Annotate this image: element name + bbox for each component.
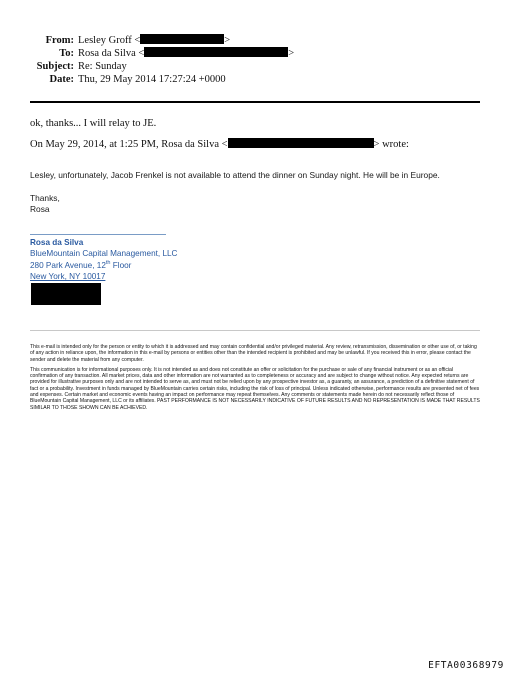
from-label: From: [45, 35, 74, 46]
redaction-box [228, 138, 374, 148]
date-value: Thu, 29 May 2014 17:27:24 +0000 [78, 74, 226, 85]
from-value: Lesley Groff < > [78, 35, 231, 46]
subject-value: Re: Sunday [78, 61, 127, 72]
bates-number: EFTA00368979 [428, 660, 504, 671]
header-divider [30, 101, 480, 103]
signature-city-link[interactable]: New York, NY 10017 [30, 272, 106, 281]
signature-divider [30, 234, 166, 235]
quoted-thanks: Thanks, [30, 193, 60, 203]
disclaimer [30, 344, 480, 415]
date-label: Date: [49, 74, 74, 85]
to-value: Rosa da Silva < > [78, 48, 295, 59]
redaction-box [31, 283, 101, 305]
redaction-box [140, 34, 224, 44]
disclaimer-paragraph: This communication is for informational purposes only. It is not intended as and does not constitute an offer or solicitation for the purchase or sale of any financial instrument or as an official confirmation of any transaction. All market prices, data and other information are not warranted as to completeness or accuracy and are subject to change without notice. Any expected returns are provided for illustrative purposes only and are not intended to serve as, and must not be relied upon by any prospective investor as, a guaranty, an assurance, a prediction of a definitive statement of fact or a probability. Investment in funds managed by BlueMountain carries certain risks, including the risk of loss of principal. Unless indicated otherwise, performance results are presented net of fees and expenses. Certain market and economic events having an impact on performance may repeat themselves. Any comments or statements made herein do not necessarily reflect those of BlueMountain Capital Management, LLC or its affiliates. PAST PERFORMANCE IS NOT NECESSARILY INDICATIVE OF FUTURE RESULTS AND NO REPRESENTATION IS MADE THAT RESULTS SIMILAR TO THOSE SHOWN CAN BE ACHIEVED. [30, 366, 480, 411]
quoted-message-line: Lesley, unfortunately, Jacob Frenkel is not available to attend the dinner on Sunday night. He will be in Europe. [30, 170, 440, 180]
disclaimer-divider [30, 330, 480, 331]
subject-label: Subject: [36, 61, 74, 72]
reply-text: ok, thanks... I will relay to JE. [30, 118, 157, 129]
quote-intro: On May 29, 2014, at 1:25 PM, Rosa da Silva < > wrote: [30, 139, 409, 150]
signature-address: 280 Park Avenue, 12th Floor [30, 260, 132, 270]
redaction-box [144, 47, 288, 57]
signature-company: BlueMountain Capital Management, LLC [30, 249, 178, 258]
signature-name: Rosa da Silva [30, 238, 84, 247]
to-label: To: [59, 48, 74, 59]
disclaimer-paragraph: This e-mail is intended only for the person or entity to which it is addressed and may contain confidential and/or privileged material. Any review, retransmission, dissemination or other use of, or taking of any action in reliance upon, the information in this e-mail by persons or entities other than the intended recipient is prohibited and may be unlawful. If you received this in error, please contact the sender and delete the material from any computer. [30, 344, 477, 363]
quoted-sender-name: Rosa [30, 204, 50, 214]
